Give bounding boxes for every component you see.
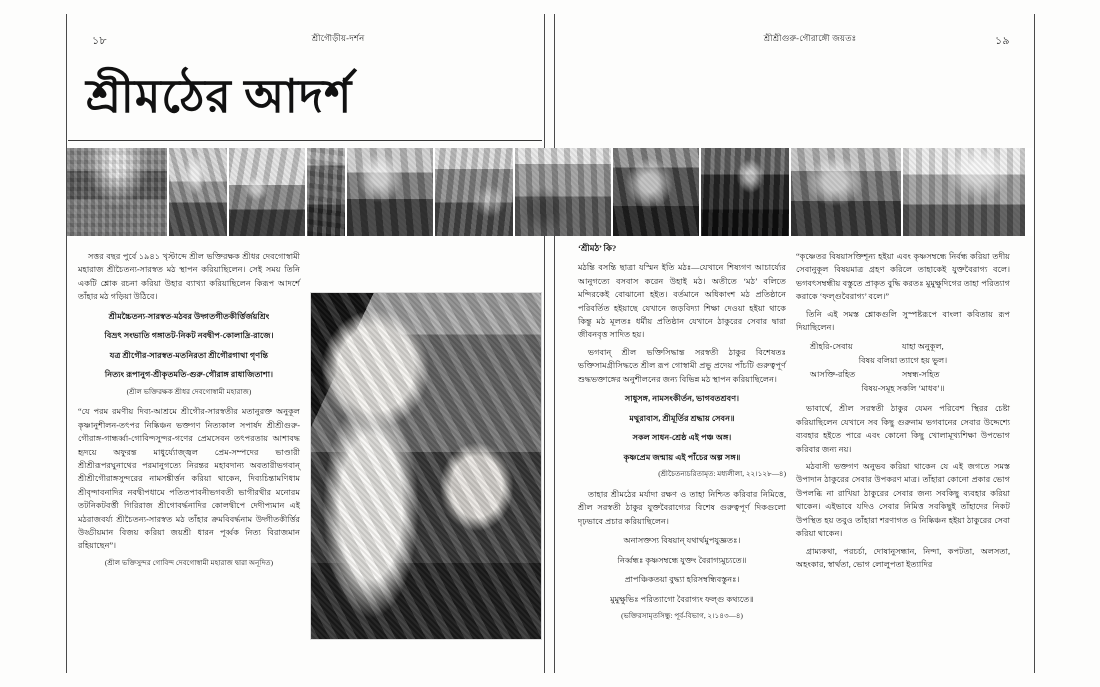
mathavasi-paragraph: মঠবাসী ভক্তগণ অনুভব করিয়া থাকেন যে এই জগতে সমস্ত উপাদান ঠাকুরের সেবার উপকরণ মাত্র। তাঁহারা কোনো প্রকার ভোগ উপলব্ধি না রাখিয়া ঠাকুরের সেবার জন্য সবকিছু ব্যবহার করিয়া থাকেন। এইভাবে যদিও সেবার নিমিত্ত সবকিছুই তাঁহাদের নিকট উপস্থিত হয় তবুও তাঁহারা শরণাগত ও নিষ্কিঞ্চন হইয়া ঠাকুরের সেবা করিয়া থাকেন। — [796, 462, 1010, 539]
verse-two-line-4: মুমুক্ষুভিঃ পরিত্যাগো বৈরাগ্যং ফল্গু কথ্যতে॥ — [610, 594, 754, 604]
left-column-body — [78, 250, 300, 576]
verse-one-line-2: মথুরাবাস, শ্রীমূর্তির শ্রদ্ধায় সেবন॥ — [629, 413, 735, 423]
sloka-line-2: যত্র শ্রীগৌর-সারস্বত-মতনিরতা শ্রীগৌরগাথা গৃণন্তি — [109, 350, 269, 360]
maryada-paragraph: তাহার শ্রীমঠের মর্যাদা রক্ষণ ও তাহা নিশ্চিত করিবার নিমিত্তে, শ্রীল সরস্বতী ঠাকুর যুক্তবৈরাগ্যের বিশেষ গুরুত্বপূর্ণ দিকগুলো দৃঢ়ভাবে প্রচার করিয়াছিলেন। — [578, 489, 786, 526]
verse-one-line-4: কৃষ্ণপ্রেম জন্মায় এই পাঁচের অল্প সঙ্গ॥ — [623, 452, 741, 462]
temple-deities-group-photo — [67, 148, 167, 236]
poem-hemistich-a: আসক্তি-রহিত — [810, 370, 856, 380]
right-page-folio: ১৯ — [995, 35, 1010, 47]
verse-two-line-2: নির্ব্বন্ধঃ কৃষ্ণসম্বন্ধে যুক্তং বৈরাগ্যমুচ্যতে॥ — [617, 555, 747, 565]
night-festival-photo — [701, 148, 789, 236]
poem-hemistich-a: শ্রীহরি-সেবায় — [810, 342, 853, 352]
saraswati-thakur-paragraph: ভগবান্ শ্রীল ভক্তিসিদ্ধান্ত সরস্বতী ঠাকুর বিশেষতঃ ভক্তিসামগ্রীসিদ্ধতে শ্রীল রূপ গোস্বামী প্রভু প্রদেয় পাঁচটি গুরুত্বপূর্ণ শুদ্ধভক্তাঙ্গের অনুশীলনের জন্য বিভিন্ন মঠ স্থাপন করিয়াছিলেন। — [578, 347, 786, 384]
gramya-katha-paragraph: গ্রাম্যকথা, পরচর্চা, দোষানুসন্ধান, নিন্দা, কপটতা, অলসতা, অহংকার, স্বার্থতা, ভোগ লোলুপতা ইত্যাদির — [796, 546, 1010, 569]
temple-landscape-photo — [229, 148, 305, 236]
bengali-poem-intro: তিনি এই সমস্ত শ্লোকগুলি সুস্পষ্টরূপে বাংলা কবিতায় রূপ দিয়াছিলেন। — [796, 309, 1010, 333]
yukta-vairagya-quote: “কৃষ্ণেতর বিষয়াসক্তিশূন্য হইয়া এবং কৃষ্ণসম্বন্ধে নির্বন্ধ করিয়া তদীয় সেবানুকূল বিষয়মাত্র গ্রহণ করিলে তাহাকেই যুক্তবৈরাগ্য বলে। ভগবৎসম্বন্ধীয় বস্তুতে প্রাকৃত বুদ্ধি করতঃ মুমুক্ষুদিগের তাহা পরিত্যাগ করাকে ‘ফল্গুবৈরাগ্য’ বলে।” — [796, 252, 1010, 302]
poem-hemistich-b: সম্বন্ধ-সহিত — [902, 370, 940, 380]
temple-tower-photo — [169, 148, 227, 236]
opening-paragraph: সত্তর বছর পুর্বে ১৯৪১ খৃস্টাব্দে শ্রীল ভক্তিরক্ষক শ্রীধর দেবগোস্বামী মহারাজ শ্রীচৈতন্য-সারস্বত মঠ স্থাপন করিয়াছিলেন। সেই সময় তিনি একটি শ্লোক রচনা করিয়া উহার ব্যাখ্যা করিয়াছিলেন কিরূপ আদর্শে তাঁহার মঠ গড়িয়া উঠিবে। — [78, 252, 300, 302]
assembly-hall-photo — [435, 148, 513, 236]
header-photo-strip — [67, 148, 1033, 236]
translator-credit: (শ্রীল ভক্তিসুন্দর গোবিন্দ দেবগোস্বামী মহারাজ দ্বারা অনূদিত) — [104, 558, 274, 567]
left-page-folio: ১৮ — [92, 35, 107, 47]
sloka-title: শ্রীমচ্চৈতন্য-সারস্বত-মঠবর উদ্গতগীতকীর্ত্তির্জয়শ্রিং — [108, 311, 270, 321]
title-underline-rule — [68, 140, 542, 141]
page-title: শ্রীমঠের আদর্শ — [86, 71, 353, 122]
speaker-at-microphone-photo — [310, 292, 542, 640]
left-page — [0, 0, 548, 687]
left-page-inner-rule — [544, 14, 545, 673]
verse-one-attribution: (শ্রীচৈতন্যচরিতামৃত: মধ্যলীলা, ২২।১২৮—৪) — [658, 470, 786, 479]
verse-one-line-1: সাধুসঙ্গ, নামসংকীর্তন, ভাগবতশ্রবণ। — [624, 394, 740, 404]
left-page-running-head: শ্রীগৌড়ীয়-দর্শন — [311, 33, 365, 43]
verse-two-line-3: প্রাপঞ্চিকতয়া বুদ্ধ্যা হরিসম্বন্ধিবস্তুনঃ। — [624, 575, 740, 585]
altar-deity-photo — [903, 148, 1025, 236]
section-heading: ‘শ্রীমঠ’ কি? — [578, 243, 617, 253]
bengali-poem — [796, 340, 1010, 396]
procession-crowd-photo — [307, 148, 345, 236]
poem-line-full: বিষয় বলিয়া ত্যাগে হয় ভুল। — [858, 356, 948, 366]
poem-hemistich-b: যাহা অনুকূল, — [902, 342, 944, 352]
sloka-attribution: (শ্রীল ভক্তিরক্ষক শ্রীধর দেবগোস্বামী মহারাজ) — [126, 388, 252, 396]
verse-one-line-3: সকল সাধন-শ্রেষ্ঠ এই পঞ্চ অঙ্গ। — [632, 433, 732, 443]
prasadam-feast-photo — [515, 148, 611, 236]
poem-line-full: বিষয়-সমূহ সকলি ‘মাধব’॥ — [861, 384, 945, 394]
sloka-line-1: বিভ্রৎ সংভাতি গঙ্গাতট-নিকট নবদ্বীপ-কোলাদ্রি-রাজে। — [104, 331, 274, 341]
poem-row — [796, 368, 1010, 382]
bhavartha-paragraph: ভাবার্থে, শ্রীল সরস্বতী ঠাকুর যেমন পরিবেশ স্থিরর চেষ্টা করিয়াছিলেন যেখানে সব কিছু গুরুনাম ভগবানের সেবার উদ্দেশ্যে ব্যবহার হইতে পারে এবং কোনো কিছু খোলামূখ্যশিক্ষা উপভোগ করিবার জন্য নয়। — [796, 404, 1010, 454]
right-page-running-head: শ্রীশ্রীগুরু-গৌরাঙ্গৌ জয়তঃ — [763, 33, 857, 43]
poem-row — [796, 340, 1010, 354]
devotee-standing-photo — [613, 148, 699, 236]
middle-column-body — [578, 242, 786, 630]
kirtan-mridanga-photo — [791, 148, 901, 236]
right-page-outer-rule — [1034, 14, 1035, 673]
photo-grain-layer — [311, 293, 541, 639]
guru-on-dais-photo — [347, 148, 433, 236]
right-page-inner-rule — [554, 14, 555, 673]
left-page-outer-rule — [66, 14, 67, 673]
verse-two-attribution: (ভক্তিরসামৃতসিন্ধু: পূর্ব-বিভাগ, ২।১৪৩—৪) — [621, 612, 743, 621]
verse-two-line-1: অনাসক্তস্য বিষয়ান্ যথার্থমুপযুজ্ঞতঃ। — [623, 536, 741, 546]
matha-definition-paragraph: মঠন্তি বসন্তি ছাত্রা যস্মিন ইতি মঠঃ—যেখানে শিষ্যগণ আচার্য্যের আনুগত্যে বসবাস করেন উহাই মঠ। অতীতে ‘মঠ’ বলিতে মন্দিরকেই বোঝানো হইত। বর্তমানে অধিকাংশ মঠ প্রতিষ্ঠানে পরিবর্তিত হইয়াছে যেখানে জড়বিদ্যা শিক্ষা দেওয়া হইয়া থাকে কিন্তু মঠ মূলতঃ ধর্মীয় প্রতিষ্ঠান যেখানে ঠাকুরের সেবার দ্বারা জীবনবৃত্ত সাদিত হয়। — [578, 263, 786, 340]
sloka-line-3: নিত্যং রূপানুগ-শ্রীকৃতমতি-গুরু-গৌরাঙ্গ রাধাজিতাশা। — [104, 370, 274, 380]
right-column-body — [796, 250, 1010, 575]
explanation-paragraph: “যে পরম রমণীয় দিব্য-আশ্রমে শ্রীগৌর-সারস্বতীর মতানুরক্ত অনুকূল কৃষ্ণানুশীলন-তৎপর নিষ্কিঞ্চন ভক্তগণ নিত্যকাল সপার্ষদ শ্রীশ্রীগুরু-গৌরাঙ্গ-গান্ধর্ব্বা-গোবিন্দসুন্দর-গণের প্রেমসেবন তৎপরতায় আশাবদ্ধ হৃদয়ে অফুরন্ত মাধুর্য্যোজ্জ্বল প্রেম-সম্পদের ভাণ্ডারী শ্রীশ্রীরূপরঘুনাথের পরমানুগত্যে নিরন্তর মহাবদান্য অবতারীভগবান্ শ্রীশ্রীগৌরাঙ্গসুন্দরের নামসঙ্কীর্ত্তন করিয়া থাকেন, দিব্যচিন্তামণিধাম শ্রীবৃন্দাবনাদির নবদ্বীপধামে পতিতপাবনীভগবতী ভাগীরথীর মনোরম তটনিকটবর্ত্তী গিরিরাজ শ্রীগোবর্দ্ধনাদির কোলদ্বীপে দেদীপ্যমান এই মঠরাজবর্য্য শ্রীচৈতন্য-সারস্বত মঠ তাঁহার ক্রমবিবর্দ্ধনাম উদ্গীতকীর্ত্তির উড্ডীয়মান বিজয় করিয়া জয়শ্রী ধারন পূর্ব্বক নিত্য বিরাজমান রহিয়াছেন”। — [78, 407, 300, 551]
